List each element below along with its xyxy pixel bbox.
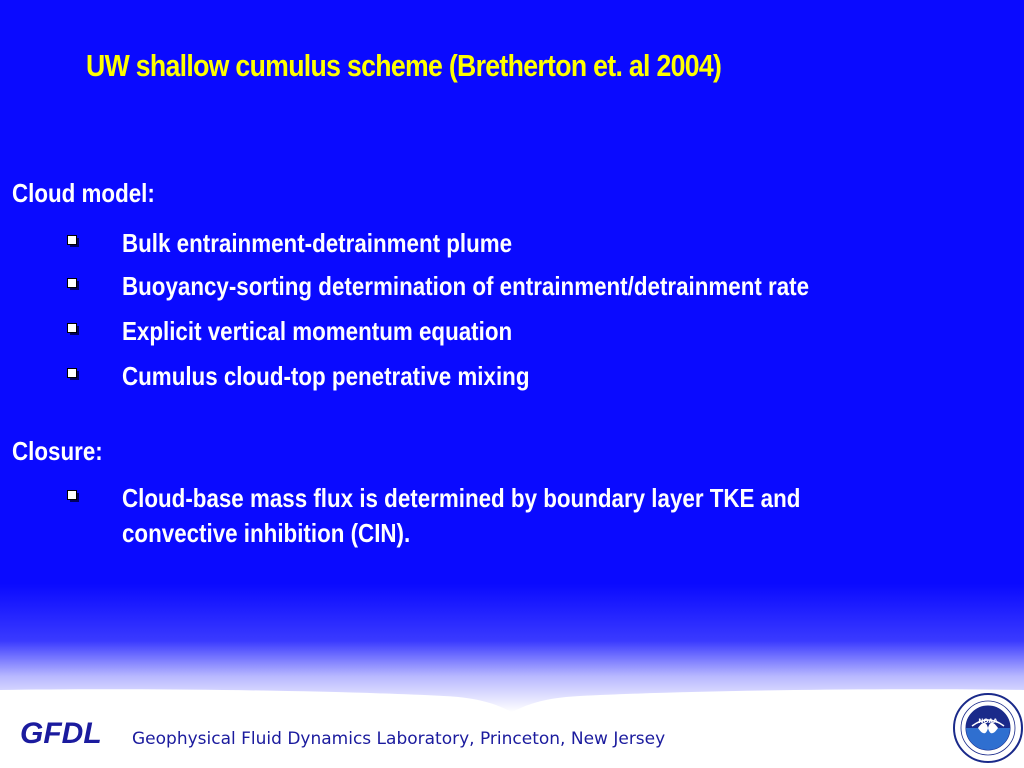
section-heading-closure: Closure:: [12, 436, 103, 466]
section-heading-cloud-model: Cloud model:: [12, 178, 155, 208]
footer-org-name: Geophysical Fluid Dynamics Laboratory, Princeton, New Jersey: [132, 729, 666, 749]
checkbox-bullet-icon: [67, 490, 79, 502]
bullet-text: Cumulus cloud-top penetrative mixing: [122, 361, 530, 391]
footer-org-abbrev: GFDL: [20, 717, 102, 750]
bullet-text: convective inhibition (CIN).: [122, 518, 411, 548]
bullet-text: Buoyancy-sorting determination of entrainment/detrainment rate: [122, 271, 810, 301]
noaa-logo-icon: [952, 692, 1024, 764]
slide-title: UW shallow cumulus scheme (Bretherton et. al 2004): [86, 48, 722, 83]
checkbox-bullet-icon: [67, 323, 79, 335]
bullet-text: Cloud-base mass flux is determined by boundary layer TKE and: [122, 483, 801, 513]
bullet-text: Explicit vertical momentum equation: [122, 316, 513, 346]
noaa-logo-text: NOAA: [978, 718, 998, 725]
bullet-text: Bulk entrainment-detrainment plume: [122, 228, 513, 258]
checkbox-bullet-icon: [67, 368, 79, 380]
checkbox-bullet-icon: [67, 278, 79, 290]
checkbox-bullet-icon: [67, 235, 79, 247]
